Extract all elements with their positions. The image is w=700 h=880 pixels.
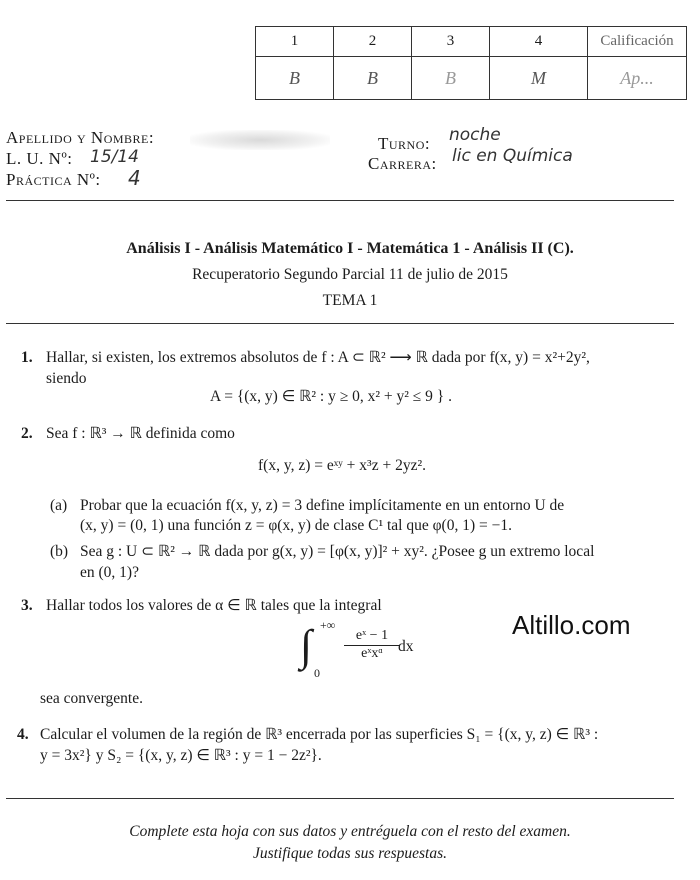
lu-value: 15/14 bbox=[90, 147, 139, 167]
problem-3-text: Hallar todos los valores de α ∈ ℝ tales que la integral bbox=[46, 597, 382, 614]
problem-2-function: f(x, y, z) = eˣʸ + x³z + 2yz². bbox=[258, 457, 426, 474]
altillo-watermark: Altillo.com bbox=[512, 610, 631, 640]
redacted-name bbox=[190, 130, 330, 150]
problem-2a-line2: (x, y) = (0, 1) una función z = φ(x, y) de clase C¹ tal que φ(0, 1) = −1. bbox=[80, 517, 512, 534]
footer-line-1: Complete esta hoja con sus datos y entréguela con el resto del examen. bbox=[129, 823, 571, 840]
grade-value-3: B bbox=[412, 57, 490, 100]
turno-label: Turno: bbox=[378, 134, 431, 153]
exam-subtitle: Recuperatorio Segundo Parcial 11 de julio de 2015 bbox=[192, 266, 508, 283]
divider-top bbox=[6, 200, 674, 201]
problem-2-text: Sea f : ℝ³ → ℝ definida como bbox=[46, 425, 235, 442]
grade-value-2: B bbox=[334, 57, 412, 100]
problem-3-number: 3. bbox=[21, 597, 33, 614]
carrera-value: lic en Química bbox=[452, 146, 573, 166]
problem-2-number: 2. bbox=[21, 425, 33, 442]
grade-header-4: 4 bbox=[490, 27, 588, 57]
integral-lower-limit: 0 bbox=[314, 666, 320, 680]
integral-denominator: eˣxᵅ bbox=[361, 646, 383, 661]
problem-4-line2: y = 3x²} y S₂ = {(x, y, z) ∈ ℝ³ : y = 1 − 2z²}. bbox=[40, 747, 322, 764]
grades-header-row bbox=[256, 27, 687, 57]
integral-numerator: eˣ − 1 bbox=[344, 628, 400, 646]
problem-2b-label: (b) bbox=[50, 543, 69, 560]
practica-value: 4 bbox=[128, 166, 141, 190]
carrera-label: Carrera: bbox=[368, 154, 437, 173]
problem-4-number: 4. bbox=[17, 726, 29, 743]
problem-1-set: A = {(x, y) ∈ ℝ² : y ≥ 0, x² + y² ≤ 9 } . bbox=[210, 388, 452, 405]
problem-3-integral bbox=[300, 618, 440, 682]
grade-header-2: 2 bbox=[334, 27, 412, 57]
exam-title: Análisis I - Análisis Matemático I - Matemática 1 - Análisis II (C). bbox=[126, 240, 574, 257]
problem-1-number: 1. bbox=[21, 349, 33, 366]
problem-2a-line1: Probar que la ecuación f(x, y, z) = 3 define implícitamente en un entorno U de bbox=[80, 497, 565, 514]
divider-footer bbox=[6, 798, 674, 799]
integral-dx: dx bbox=[398, 638, 414, 655]
grades-value-row bbox=[256, 57, 687, 100]
grade-header-calificacion: Calificación bbox=[588, 27, 687, 57]
grade-header-1: 1 bbox=[256, 27, 334, 57]
grade-value-calificacion: Ap... bbox=[588, 57, 687, 100]
problem-1-text2: siendo bbox=[46, 370, 87, 387]
exam-tema: TEMA 1 bbox=[322, 292, 378, 309]
practica-label: Práctica Nº: bbox=[6, 170, 101, 189]
name-label: Apellido y Nombre: bbox=[6, 128, 155, 147]
divider-header bbox=[6, 323, 674, 324]
grade-value-4: M bbox=[490, 57, 588, 100]
problem-4-line1: Calcular el volumen de la región de ℝ³ encerrada por las superficies S₁ = {(x, y, z) ∈ ℝ³ : bbox=[40, 726, 599, 743]
footer-line-2: Justifique todas sus respuestas. bbox=[252, 845, 448, 862]
problem-2b-line1: Sea g : U ⊂ ℝ² → ℝ dada por g(x, y) = [φ(x, y)]² + xy². ¿Posee g un extremo local bbox=[80, 543, 595, 560]
grades-table bbox=[255, 26, 687, 100]
grade-header-3: 3 bbox=[412, 27, 490, 57]
lu-label: L. U. Nº: bbox=[6, 149, 73, 168]
integral-fraction bbox=[344, 628, 400, 662]
problem-1-text: Hallar, si existen, los extremos absolutos de f : A ⊂ ℝ² ⟶ ℝ dada por f(x, y) = x²+2y², bbox=[46, 349, 590, 366]
grade-value-1: B bbox=[256, 57, 334, 100]
turno-value: noche bbox=[449, 125, 501, 145]
problem-2a-label: (a) bbox=[50, 497, 68, 514]
integral-upper-limit: +∞ bbox=[320, 618, 336, 632]
problem-2b-line2: en (0, 1)? bbox=[80, 564, 139, 581]
problem-3-after: sea convergente. bbox=[40, 690, 143, 707]
integral-sign: ∫ bbox=[300, 621, 313, 670]
